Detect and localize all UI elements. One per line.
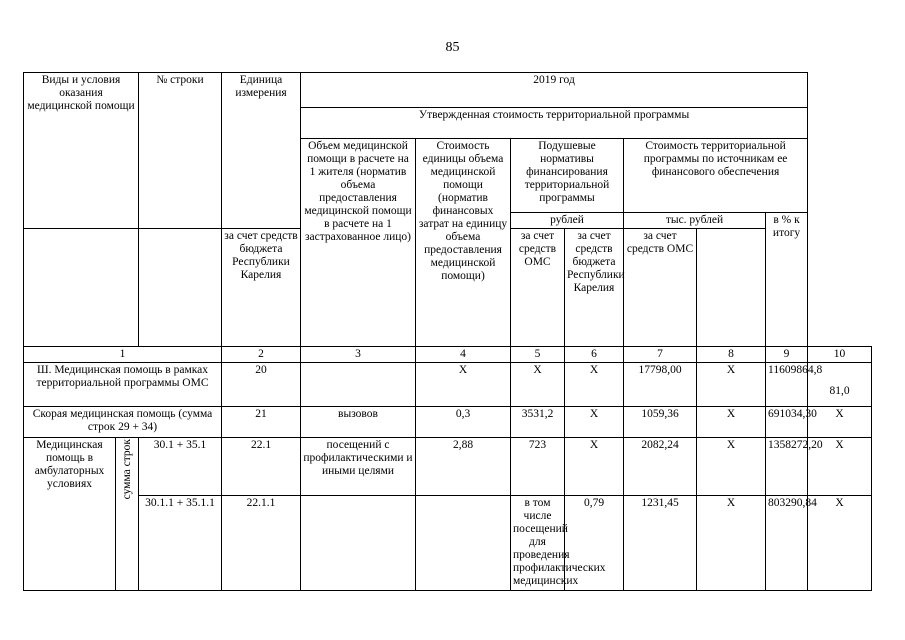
header-rubles: рублей	[511, 213, 624, 229]
colnum-2: 2	[222, 347, 301, 363]
territorial-program-table	[23, 72, 872, 591]
row-number: 21	[222, 407, 301, 438]
cell-oms-total: 691034,30	[766, 407, 808, 438]
cell-percent: Х	[808, 496, 872, 591]
cell-oms: 2082,24	[624, 438, 697, 496]
table-row	[24, 496, 872, 591]
colnum-3: 3	[301, 347, 416, 363]
cell-percent: 81,0	[808, 363, 872, 407]
header-approved-cost: Утвержденная стоимость территориальной программы	[301, 108, 808, 139]
cell-oms-total: 1358272,20	[766, 438, 808, 496]
colnum-8: 8	[697, 347, 766, 363]
row-unit	[301, 363, 416, 407]
cell-unit-cost: 3531,2	[511, 407, 565, 438]
row-formula: 30.1.1 + 35.1.1	[139, 496, 222, 591]
colnum-9: 9	[766, 347, 808, 363]
header-thousand-rubles: тыс. рублей	[624, 213, 766, 229]
cell-oms: 1231,45	[624, 496, 697, 591]
cell-volume: 0,3	[416, 407, 511, 438]
header-unit-cost: Стоимость единицы объема медицинской помощи (норматив финансовых затрат на единицу объема предоставления медицинской помощи)	[416, 139, 511, 347]
row-name: Ш. Медицинская помощь в рамках территориальной программы ОМС	[24, 363, 222, 407]
cell-percent: Х	[808, 407, 872, 438]
row-unit: вызовов	[301, 407, 416, 438]
header-budget-rk: за счет средств бюджета Республики Карелия	[222, 229, 301, 347]
header-blank-2	[139, 229, 222, 347]
header-year: 2019 год	[301, 73, 808, 108]
sum-rows-label-cell	[116, 438, 139, 591]
cell-budget-total: Х	[697, 496, 766, 591]
table-row	[24, 438, 872, 496]
row-unit	[301, 496, 416, 591]
cell-volume: Х	[416, 363, 511, 407]
cell-volume	[416, 496, 511, 591]
colnum-4: 4	[416, 347, 511, 363]
header-budget-rk-2: за счет средств бюджета Республики Карелия	[565, 229, 624, 347]
header-volume: Объем медицинской помощи в расчете на 1 жителя (норматив объема предоставления медицинской помощи в расчете на 1 застрахованное лицо)	[301, 139, 416, 347]
cell-budget: Х	[565, 438, 624, 496]
cell-budget-total: Х	[697, 407, 766, 438]
cell-budget: 0,79	[565, 496, 624, 591]
cell-budget: Х	[565, 363, 624, 407]
cell-unit-cost: в том числе посещений для проведения профилактических медицинских	[511, 496, 565, 591]
cell-percent: Х	[808, 438, 872, 496]
colnum-10: 10	[808, 347, 872, 363]
header-row-number: № строки	[139, 73, 222, 229]
header-unit: Единица измерения	[222, 73, 301, 229]
cell-budget-total: Х	[697, 438, 766, 496]
cell-volume: 2,88	[416, 438, 511, 496]
cell-unit-cost: 723	[511, 438, 565, 496]
cell-oms-total: 11609864,8	[766, 363, 808, 407]
table-row	[24, 363, 872, 407]
row-formula: 30.1 + 35.1	[139, 438, 222, 496]
colnum-1: 1	[24, 347, 222, 363]
row-number: 22.1	[222, 438, 301, 496]
cell-oms: 1059,36	[624, 407, 697, 438]
colnum-7: 7	[624, 347, 697, 363]
header-per-capita: Подушевые нормативы финансирования территориальной программы	[511, 139, 624, 213]
header-blank-1	[24, 229, 139, 347]
colnum-6: 6	[565, 347, 624, 363]
cell-budget-total: Х	[697, 363, 766, 407]
cell-unit-cost: Х	[511, 363, 565, 407]
colnum-5: 5	[511, 347, 565, 363]
table-row	[24, 407, 872, 438]
header-service-type: Виды и условия оказания медицинской помощи	[24, 73, 139, 229]
row-number: 20	[222, 363, 301, 407]
sum-rows-label: сумма строк	[120, 439, 133, 500]
header-program-cost: Стоимость территориальной программы по источникам ее финансового обеспечения	[624, 139, 808, 213]
page-number: 85	[445, 40, 460, 55]
header-oms-2: за счет средств ОМС	[624, 229, 697, 347]
row-number: 22.1.1	[222, 496, 301, 591]
cell-oms-total: 803290,84	[766, 496, 808, 591]
row-name: Скорая медицинская помощь (сумма строк 29 + 34)	[24, 407, 222, 438]
header-oms: за счет средств ОМС	[511, 229, 565, 347]
row-name: Медицинская помощь в амбулаторных условиях	[24, 438, 116, 591]
header-percent-total: в % к итогу	[766, 213, 808, 347]
cell-budget: Х	[565, 407, 624, 438]
row-unit: посещений с профилактическими и иными целями	[301, 438, 416, 496]
cell-oms: 17798,00	[624, 363, 697, 407]
